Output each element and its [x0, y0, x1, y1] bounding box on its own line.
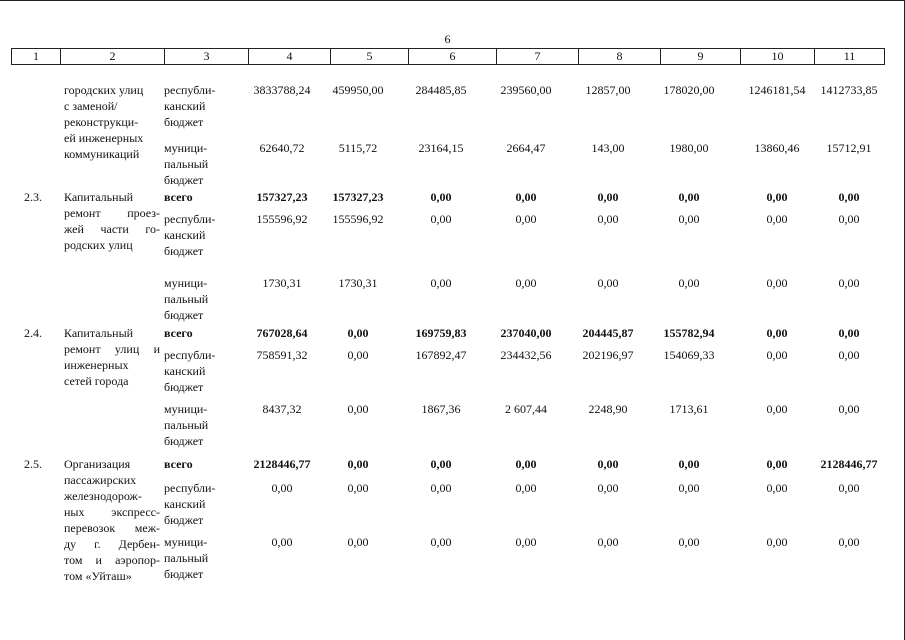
- column-header: 1: [12, 49, 61, 65]
- value-cell: 3833788,24: [253, 83, 311, 97]
- section-number: 2.5.: [24, 457, 42, 471]
- value-cell: 0,00: [347, 535, 369, 549]
- value-cell: 0,00: [766, 190, 788, 204]
- value-cell: 459950,00: [332, 83, 384, 97]
- section-name-line: с заменой/: [64, 99, 118, 113]
- value-cell: 1867,36: [421, 402, 461, 416]
- source-label: бюджет: [164, 513, 204, 527]
- value-cell: 0,00: [597, 190, 619, 204]
- column-header: 7: [497, 49, 579, 65]
- column-header: 5: [331, 49, 409, 65]
- value-cell: 0,00: [678, 481, 700, 495]
- section-name-line: Капитальный: [64, 190, 134, 204]
- value-cell: 0,00: [838, 190, 860, 204]
- value-cell: 13860,46: [754, 141, 800, 155]
- source-label: муници-: [164, 535, 208, 549]
- value-cell: 0,00: [678, 276, 700, 290]
- value-cell: 239560,00: [500, 83, 552, 97]
- value-cell: 0,00: [597, 481, 619, 495]
- value-cell: 2 607,44: [505, 402, 547, 416]
- value-cell: 237040,00: [500, 326, 552, 340]
- section-number: 2.3.: [24, 190, 42, 204]
- value-cell: 0,00: [838, 535, 860, 549]
- value-cell: 155596,92: [332, 212, 384, 226]
- section-name-line: перевозок меж-: [64, 521, 160, 535]
- source-label: пальный: [164, 157, 209, 171]
- page-number: 6: [444, 32, 451, 46]
- value-cell: 0,00: [347, 402, 369, 416]
- value-cell: 0,00: [766, 276, 788, 290]
- source-label: бюджет: [164, 567, 204, 581]
- source-label: муници-: [164, 141, 208, 155]
- value-cell: 758591,32: [256, 348, 308, 362]
- section-name-line: железнодорож-: [64, 489, 142, 503]
- section-name-line: том «Уйташ»: [64, 569, 132, 583]
- value-cell: 15712,91: [826, 141, 872, 155]
- value-cell: 1246181,54: [748, 83, 806, 97]
- source-label: канский: [164, 364, 206, 378]
- column-header: 10: [741, 49, 815, 65]
- column-header: 9: [661, 49, 741, 65]
- section-name-line: инженерных: [64, 358, 129, 372]
- source-label: пальный: [164, 292, 209, 306]
- value-cell: 2128446,77: [253, 457, 311, 471]
- column-header: 3: [165, 49, 249, 65]
- value-cell: 0,00: [597, 212, 619, 226]
- value-cell: 284485,85: [415, 83, 467, 97]
- value-cell: 234432,56: [500, 348, 552, 362]
- value-cell: 0,00: [430, 457, 452, 471]
- source-label: муници-: [164, 402, 208, 416]
- value-cell: 0,00: [766, 348, 788, 362]
- column-header: 8: [579, 49, 661, 65]
- value-cell: 0,00: [597, 276, 619, 290]
- source-label: бюджет: [164, 115, 204, 129]
- section-name-line: пассажирских: [64, 473, 137, 487]
- section-name-line: родских улиц: [64, 238, 133, 252]
- source-label: бюджет: [164, 308, 204, 322]
- value-cell: 0,00: [271, 481, 293, 495]
- source-label: канский: [164, 497, 206, 511]
- value-cell: 1730,31: [262, 276, 302, 290]
- value-cell: 0,00: [678, 212, 700, 226]
- value-cell: 0,00: [678, 535, 700, 549]
- section-name-line: ремонт проез-: [64, 206, 160, 220]
- value-cell: 2248,90: [588, 402, 628, 416]
- value-cell: 143,00: [591, 141, 625, 155]
- value-cell: 0,00: [515, 481, 537, 495]
- section-name-line: том и аэропор-: [64, 553, 160, 567]
- value-cell: 0,00: [766, 457, 788, 471]
- value-cell: 0,00: [347, 326, 369, 340]
- value-cell: 157327,23: [256, 190, 308, 204]
- value-cell: 0,00: [430, 535, 452, 549]
- value-cell: 0,00: [766, 402, 788, 416]
- value-cell: 0,00: [597, 535, 619, 549]
- value-cell: 0,00: [515, 276, 537, 290]
- source-label: бюджет: [164, 380, 204, 394]
- value-cell: 0,00: [838, 481, 860, 495]
- source-label: республи-: [164, 212, 216, 226]
- source-label: бюджет: [164, 173, 204, 187]
- value-cell: 0,00: [766, 326, 788, 340]
- value-cell: 0,00: [430, 212, 452, 226]
- value-cell: 202196,97: [582, 348, 634, 362]
- value-cell: 23164,15: [418, 141, 464, 155]
- section-name-line: сетей города: [64, 374, 129, 388]
- source-label: канский: [164, 228, 206, 242]
- value-cell: 0,00: [515, 457, 537, 471]
- source-label: всего: [164, 326, 193, 340]
- section-name-line: Организация: [64, 457, 131, 471]
- section-number: 2.4.: [24, 326, 42, 340]
- value-cell: 0,00: [515, 535, 537, 549]
- value-cell: 0,00: [515, 190, 537, 204]
- source-label: республи-: [164, 348, 216, 362]
- value-cell: 169759,83: [415, 326, 467, 340]
- source-label: бюджет: [164, 244, 204, 258]
- value-cell: 178020,00: [663, 83, 715, 97]
- value-cell: 2128446,77: [820, 457, 878, 471]
- value-cell: 1713,61: [669, 402, 709, 416]
- value-cell: 0,00: [597, 457, 619, 471]
- value-cell: 0,00: [430, 276, 452, 290]
- value-cell: 0,00: [430, 481, 452, 495]
- value-cell: 0,00: [766, 212, 788, 226]
- source-label: республи-: [164, 83, 216, 97]
- value-cell: 0,00: [678, 190, 700, 204]
- section-name-line: коммуникаций: [64, 147, 140, 161]
- source-label: всего: [164, 190, 193, 204]
- value-cell: 0,00: [347, 348, 369, 362]
- column-header: 4: [249, 49, 331, 65]
- value-cell: 0,00: [838, 326, 860, 340]
- column-header: 11: [815, 49, 885, 65]
- value-cell: 0,00: [430, 190, 452, 204]
- section-name-line: ных экспресс-: [64, 505, 160, 519]
- value-cell: 204445,87: [582, 326, 634, 340]
- section-name-line: ду г. Дербен-: [64, 537, 160, 551]
- value-cell: 1730,31: [338, 276, 378, 290]
- value-cell: 1412733,85: [820, 83, 878, 97]
- source-label: канский: [164, 99, 206, 113]
- section-name-line: ей инженерных: [64, 131, 144, 145]
- value-cell: 0,00: [838, 276, 860, 290]
- section-name-line: ремонт улиц и: [64, 342, 160, 356]
- value-cell: 5115,72: [338, 141, 378, 155]
- value-cell: 155596,92: [256, 212, 308, 226]
- value-cell: 155782,94: [663, 326, 715, 340]
- section-name-line: городских улиц: [64, 83, 144, 97]
- source-label: муници-: [164, 276, 208, 290]
- value-cell: 0,00: [347, 481, 369, 495]
- value-cell: 62640,72: [259, 141, 305, 155]
- value-cell: 167892,47: [415, 348, 467, 362]
- value-cell: 1980,00: [669, 141, 709, 155]
- value-cell: 0,00: [838, 348, 860, 362]
- column-header: 2: [61, 49, 165, 65]
- source-label: пальный: [164, 551, 209, 565]
- value-cell: 8437,32: [262, 402, 302, 416]
- value-cell: 2664,47: [506, 141, 546, 155]
- column-header: 6: [409, 49, 497, 65]
- value-cell: 12857,00: [585, 83, 631, 97]
- section-name-line: реконструкци-: [64, 115, 139, 129]
- value-cell: 0,00: [838, 402, 860, 416]
- value-cell: 0,00: [678, 457, 700, 471]
- source-label: всего: [164, 457, 193, 471]
- value-cell: 0,00: [271, 535, 293, 549]
- value-cell: 0,00: [766, 535, 788, 549]
- value-cell: 0,00: [766, 481, 788, 495]
- value-cell: 767028,64: [256, 326, 308, 340]
- source-label: пальный: [164, 418, 209, 432]
- source-label: республи-: [164, 481, 216, 495]
- value-cell: 0,00: [347, 457, 369, 471]
- source-label: бюджет: [164, 434, 204, 448]
- value-cell: 154069,33: [663, 348, 715, 362]
- value-cell: 157327,23: [332, 190, 384, 204]
- value-cell: 0,00: [515, 212, 537, 226]
- section-name-line: Капитальный: [64, 326, 134, 340]
- section-name-line: жей части го-: [64, 222, 160, 236]
- value-cell: 0,00: [838, 212, 860, 226]
